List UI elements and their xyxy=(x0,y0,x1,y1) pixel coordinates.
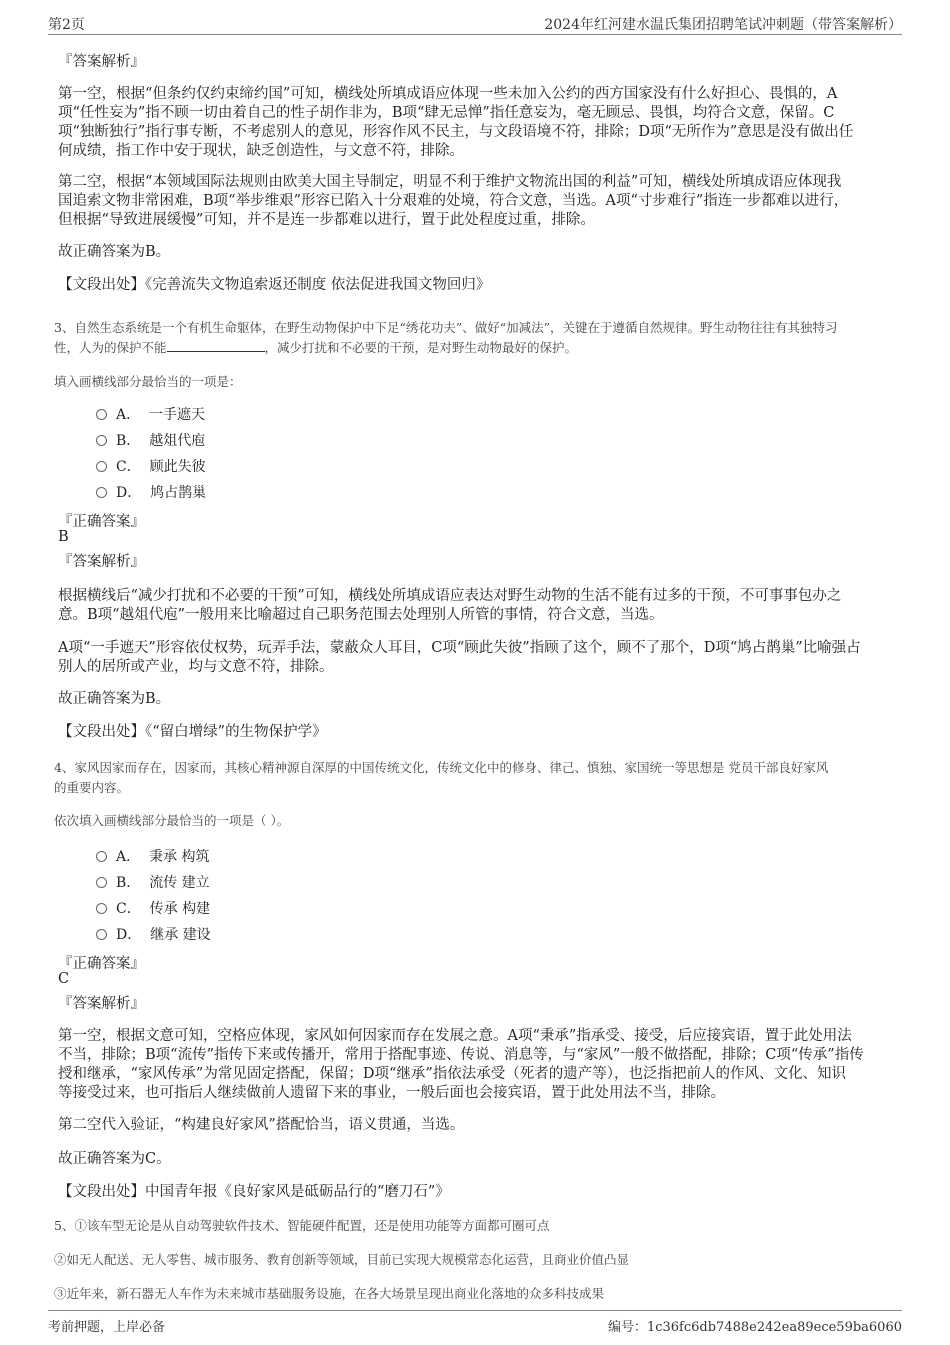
q3-p2-line1: A项“一手遮天”形容依仗权势，玩弄手法，蒙蔽众人耳目，C项“顾此失彼”指顾了这个，顾不了那个，D项“鸠占鹊巢”比喻强占 xyxy=(58,640,861,656)
q4-stem-line1: 4、家风因家而存在，因家而，其核心精神源自深厚的中国传统文化，传统文化中的修身、律己、慎独、家国统一等思想是 党员干部良好家风 xyxy=(54,760,829,775)
q4-answer-label: 『正确答案』 xyxy=(58,956,145,972)
document-title: 2024年红河建水温氏集团招聘笔试冲刺题（带答案解析） xyxy=(544,17,902,33)
q4-option-b[interactable]: B． 流传 建立 xyxy=(96,872,210,892)
q4-source: 【文段出处】中国青年报《良好家风是砥砺品行的“磨刀石”》 xyxy=(58,1184,450,1200)
q4-option-d[interactable]: D． 继承 建设 xyxy=(96,924,211,944)
q4-p1-line4: 等接受过来，也可指后人继续做前人遗留下来的事业，一般后面也会接宾语，置于此处用法不当，排除。 xyxy=(58,1085,725,1101)
q4-p1-line1: 第一空，根据文意可知，空格应体现，家风如何因家而存在发展之意。A项“秉承”指承受、接受，后应接宾语，置于此处用法 xyxy=(58,1028,852,1044)
q2-p1-line3: 项“独断独行”指行事专断，不考虑别人的意见，形容作风不民主，与文段语境不符，排除；D项“无所作为”意思是没有做出任 xyxy=(58,124,854,140)
page-header xyxy=(48,14,902,35)
q3-prompt: 填入画横线部分最恰当的一项是： xyxy=(54,374,242,389)
q4-stem-line2: 的重要内容。 xyxy=(54,780,130,795)
q2-p2-line2: 国追索文物非常困难，B项“举步维艰”形容已陷入十分艰难的处境，符合文意，当选。A项“寸步难行”指连一步都难以进行， xyxy=(58,193,849,209)
q3-option-c[interactable]: C． 顾此失彼 xyxy=(96,456,206,476)
q5-line3: ③近年来，新石器无人车作为未来城市基础服务设施，在各大场景呈现出商业化落地的众多科技成果 xyxy=(54,1286,605,1301)
q3-conclusion: 故正确答案为B。 xyxy=(58,691,171,707)
q4-prompt: 依次填入画横线部分最恰当的一项是（ ）。 xyxy=(54,813,290,828)
q4-analysis-label: 『答案解析』 xyxy=(58,996,145,1012)
q3-analysis-label: 『答案解析』 xyxy=(58,554,145,570)
q3-blank xyxy=(167,340,265,352)
radio-icon[interactable] xyxy=(96,929,107,940)
q2-analysis-label: 『答案解析』 xyxy=(58,54,145,70)
q4-option-c[interactable]: C． 传承 构建 xyxy=(96,898,210,918)
q2-p2-line3: 但根据“导致进展缓慢”可知，并不是连一步都难以进行，置于此处程度过重，排除。 xyxy=(58,212,595,228)
page-number: 第2页 xyxy=(48,17,85,33)
q2-p1-line1: 第一空，根据“但条约仅约束缔约国”可知，横线处所填成语应体现一些未加入公约的西方国家没有什么好担心、畏惧的，A xyxy=(58,86,838,102)
q2-p2-line1: 第二空，根据“本领域国际法规则由欧美大国主导制定，明显不利于维护文物流出国的利益”可知，横线处所填成语应体现我 xyxy=(58,174,842,190)
q3-option-d[interactable]: D． 鸠占鹊巢 xyxy=(96,482,206,502)
q3-stem-line2 xyxy=(54,338,577,356)
q2-conclusion: 故正确答案为B。 xyxy=(58,244,171,260)
q3-answer-label: 『正确答案』 xyxy=(58,514,145,530)
q2-p1-line2: 项“任性妄为”指不顾一切由着自己的性子胡作非为，B项“肆无忌惮”指任意妄为，毫无顾忌、畏惧，均符合文意，保留。C xyxy=(58,105,835,121)
radio-icon[interactable] xyxy=(96,409,107,420)
radio-icon[interactable] xyxy=(96,487,107,498)
radio-icon[interactable] xyxy=(96,903,107,914)
q4-option-a[interactable]: A． 秉承 构筑 xyxy=(96,846,209,866)
q4-p1-line2: 不当，排除；B项“流传”指传下来或传播开，常用于搭配事迹、传说、消息等，与“家风”一般不做搭配，排除；C项“传承”指传 xyxy=(58,1047,864,1063)
q2-p1-line4: 何成绩，指工作中安于现状，缺乏创造性，与文意不符，排除。 xyxy=(58,143,464,159)
q4-p2: 第二空代入验证，“构建良好家风”搭配恰当，语义贯通，当选。 xyxy=(58,1117,465,1133)
q2-source: 【文段出处】《完善流失文物追索返还制度 依法促进我国文物回归》 xyxy=(58,277,491,293)
q3-p1-line2: 意。B项“越俎代庖”一般用来比喻超过自己职务范围去处理别人所管的事情，符合文意，当选。 xyxy=(58,607,664,623)
radio-icon[interactable] xyxy=(96,851,107,862)
q3-stem-part2: ，减少打扰和不必要的干预，是对野生动物最好的保护。 xyxy=(264,340,578,355)
radio-icon[interactable] xyxy=(96,877,107,888)
radio-icon[interactable] xyxy=(96,461,107,472)
q3-p1-line1: 根据横线后“减少打扰和不必要的干预”可知，横线处所填成语应表达对野生动物的生活不能有过多的干预，不可事事包办之 xyxy=(58,588,842,604)
q3-option-b[interactable]: B． 越俎代庖 xyxy=(96,430,205,450)
q4-conclusion: 故正确答案为C。 xyxy=(58,1151,171,1167)
radio-icon[interactable] xyxy=(96,435,107,446)
q3-stem-line1: 3、自然生态系统是一个有机生命躯体，在野生动物保护中下足“绣花功夫”、做好“加减法”，关键在于遵循自然规律。野生动物往往有其独特习 xyxy=(54,320,838,335)
q3-option-a[interactable]: A． 一手遮天 xyxy=(96,404,205,424)
q3-source: 【文段出处】《“留白增绿”的生物保护学》 xyxy=(58,724,327,740)
q4-answer: C xyxy=(58,971,70,987)
q5-line2: ②如无人配送、无人零售、城市服务、教育创新等领域，目前已实现大规模常态化运营，且商业价值凸显 xyxy=(54,1252,630,1267)
q4-p1-line3: 授和继承，“家风传承”为常见固定搭配，保留；D项“继承”指依法承受（死者的遗产等），也泛指把前人的作风、文化、知识 xyxy=(58,1066,847,1082)
q3-p2-line2: 别人的居所或产业，均与文意不符，排除。 xyxy=(58,659,334,675)
q3-answer: B xyxy=(58,529,69,545)
page-footer xyxy=(48,1310,902,1333)
footer-slogan: 考前押题，上岸必备 xyxy=(48,1320,166,1335)
footer-doc-id: 编号：1c36fc6db7488e242ea89ece59ba6060 xyxy=(607,1320,902,1335)
q5-line1: 5、①该车型无论是从自动驾驶软件技术、智能硬件配置，还是使用功能等方面都可圈可点 xyxy=(54,1218,550,1233)
q3-stem-part1: 性，人为的保护不能 xyxy=(54,340,167,355)
